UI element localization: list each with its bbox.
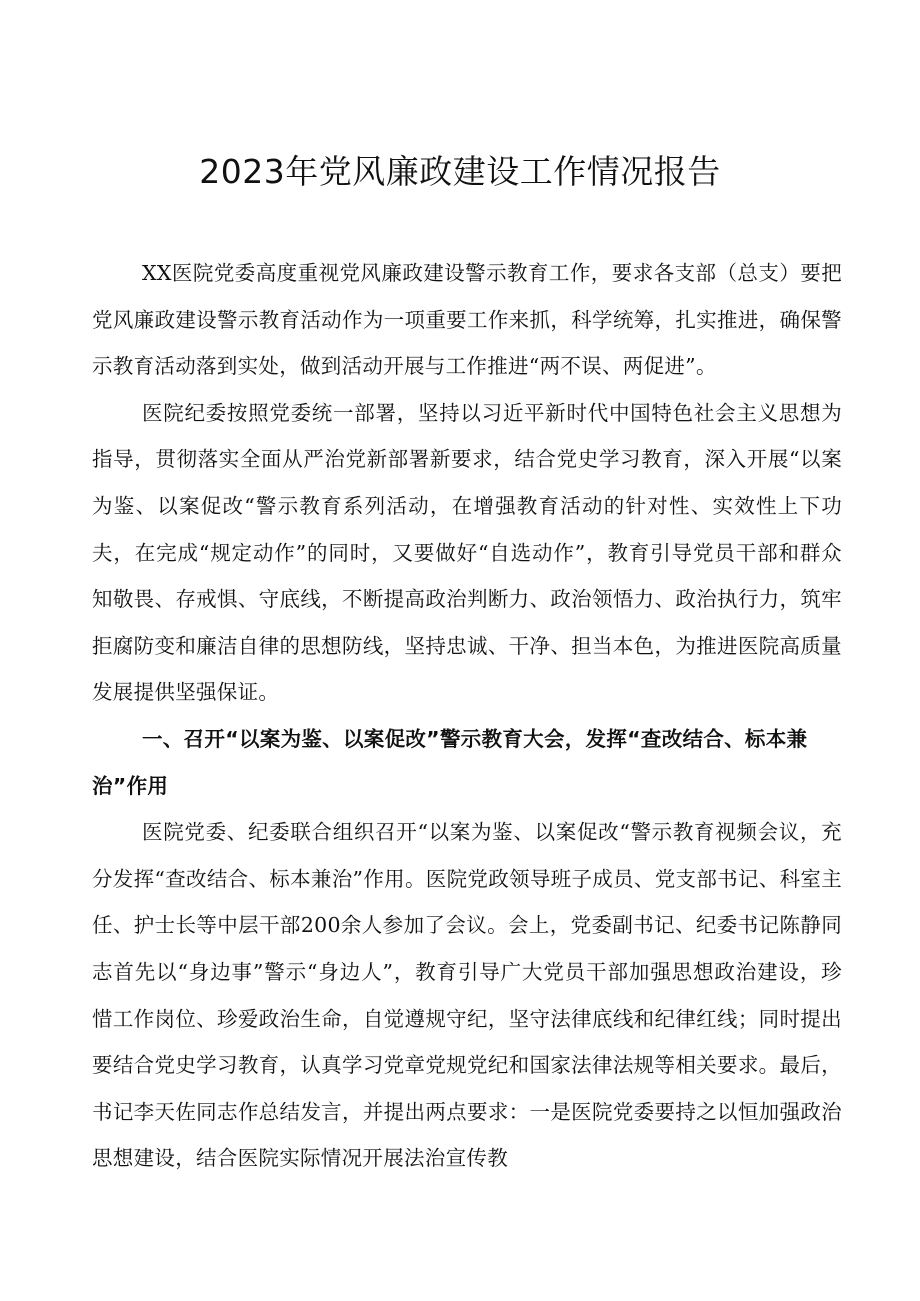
document-title: 2023年党风廉政建设工作情况报告 [199, 152, 721, 191]
discipline-committee-paragraph: 医院纪委按照党委统一部署，坚持以习近平新时代中国特色社会主义思想为指导，贯彻落实全面从严治党新部署新要求，结合党史学习教育，深入开展“以案为鉴、以案促改“警示教育系列活动，在增强教育活动的针对性、实效性上下功夫，在完成“规定动作”的同时，又要做好“自选动作”，教育引导党员干部和群众知敬畏、存戒惧、守底线，不断提高政治判断力、政治领悟力、政治执行力，筑牢拒腐防变和廉洁自律的思想防线，坚持忠诚、干净、担当本色，为推进医院高质量发展提供坚强保证。 [92, 400, 842, 705]
document-body [92, 250, 842, 1182]
section-1-paragraph: 医院党委、纪委联合组织召开“以案为鉴、以案促改“警示教育视频会议，充分发挥“查改结合、标本兼治”作用。医院党政领导班子成员、党支部书记、科室主任、护士长等中层干部200余人参加了会议。会上，党委副书记、纪委书记陈静同志首先以“身边事”警示“身边人”，教育引导广大党员干部加强思想政治建设，珍惜工作岗位、珍爱政治生命，自觉遵规守纪，坚守法律底线和纪律红线；同时提出要结合党史学习教育，认真学习党章党规党纪和国家法律法规等相关要求。最后，书记李天佐同志作总结发言，并提出两点要求：一是医院党委要持之以恒加强政治思想建设，结合医院实际情况开展法治宣传教 [92, 820, 842, 1171]
section-heading-1: 一、召开“以案为鉴、以案促改”警示教育大会，发挥“查改结合、标本兼治”作用 [92, 726, 808, 798]
intro-paragraph: XX医院党委高度重视党风廉政建设警示教育工作，要求各支部（总支）要把党风廉政建设警示教育活动作为一项重要工作来抓，科学统筹，扎实推进，确保警示教育活动落到实处，做到活动开展与工作推进“两不误、两促进”。 [92, 261, 842, 379]
